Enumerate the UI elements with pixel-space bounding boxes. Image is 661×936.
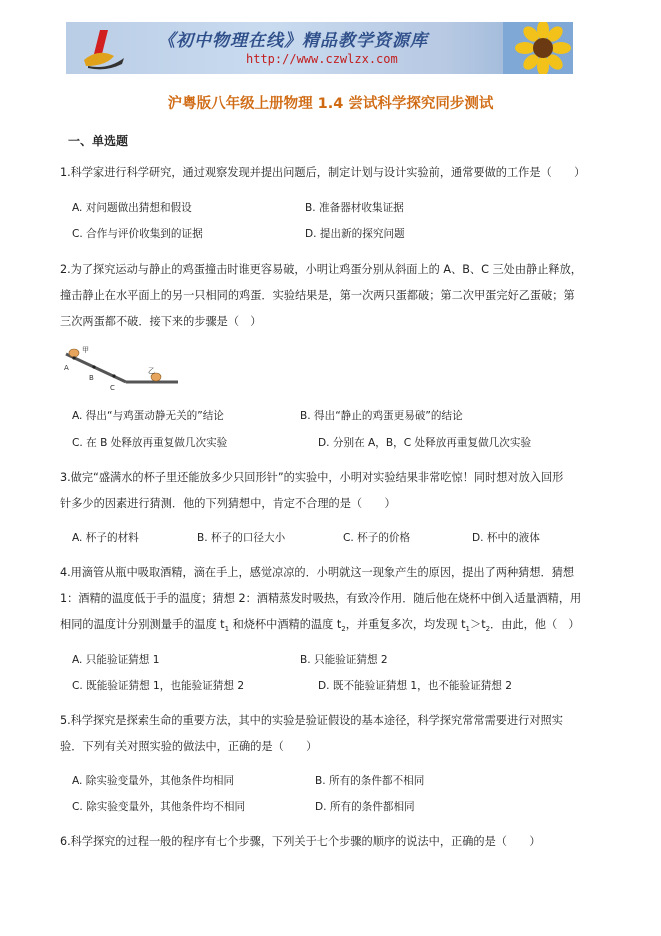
q5-option-b[interactable]: B. 所有的条件都不相同 <box>315 775 425 787</box>
q2-option-a[interactable]: A. 得出“与鸡蛋动静无关的”结论 <box>72 410 224 422</box>
q1-option-c[interactable]: C. 合作与评价收集到的证据 <box>72 228 203 240</box>
label-yi: 乙 <box>148 367 155 375</box>
egg-jia-icon <box>69 349 79 357</box>
q3-option-d[interactable]: D. 杯中的液体 <box>472 532 540 544</box>
q2-option-b[interactable]: B. 得出“静止的鸡蛋更易破”的结论 <box>300 410 463 422</box>
question-4-line-1: 4.用滴管从瓶中吸取酒精，滴在手上，感觉凉凉的．小明就这一现象产生的原因，提出了两种猜想．猜想 <box>60 566 575 579</box>
q1-option-a[interactable]: A. 对问题做出猜想和假设 <box>72 202 192 214</box>
q5-option-d[interactable]: D. 所有的条件都相同 <box>315 801 415 813</box>
question-4-line-2: 1：酒精的温度低于手的温度；猜想 2：酒精蒸发时吸热，有致冷作用．随后他在烧杯中倒入适量酒精，用 <box>60 592 582 605</box>
question-3-line-1: 3.做完“盛满水的杯子里还能放多少只回形针”的实验中，小明对实验结果非常吃惊！同时想对放入回形 <box>60 471 564 484</box>
header-banner <box>66 22 573 74</box>
q4-option-a[interactable]: A. 只能验证猜想 1 <box>72 654 160 666</box>
q4-option-b[interactable]: B. 只能验证猜想 2 <box>300 654 388 666</box>
q2-option-c[interactable]: C. 在 B 处释放再重复做几次实验 <box>72 437 228 449</box>
question-2-line-3: 三次两蛋都不破．接下来的步骤是（ ） <box>60 315 262 328</box>
q3-option-b[interactable]: B. 杯子的口径大小 <box>197 532 286 544</box>
q2-option-d[interactable]: D. 分别在 A，B，C 处释放再重复做几次实验 <box>318 437 532 449</box>
question-2-line-2: 撞击静止在水平面上的另一只相同的鸡蛋．实验结果是，第一次两只蛋都破；第二次甲蛋完好乙蛋破；第 <box>60 289 575 302</box>
q5-option-c[interactable]: C. 除实验变量外，其他条件均不相同 <box>72 801 246 813</box>
q4-option-c[interactable]: C. 既能验证猜想 1，也能验证猜想 2 <box>72 680 245 692</box>
question-3-line-2: 针多少的因素进行猜测．他的下列猜想中，肯定不合理的是（ ） <box>60 497 396 510</box>
label-a: A <box>64 364 69 372</box>
section-heading: 一、单选题 <box>68 134 129 148</box>
q3-option-a[interactable]: A. 杯子的材料 <box>72 532 139 544</box>
question-4-line-3: 相同的温度计分别测量手的温度 $t_1$ 和烧杯中酒精的温度 $t_2$，并重复多次，均发现 $t_1>t_2$．由此，他（ ） <box>60 618 580 634</box>
q4-option-d[interactable]: D. 既不能验证猜想 1，也不能验证猜想 2 <box>318 680 513 692</box>
q5-option-a[interactable]: A. 除实验变量外，其他条件均相同 <box>72 775 235 787</box>
sunflower-icon <box>503 22 573 74</box>
label-b: B <box>89 374 94 382</box>
page-title: 沪粤版八年级上册物理 1.4 尝试科学探究同步测试 <box>167 96 494 112</box>
question-5-line-1: 5.科学探究是探索生命的重要方法，其中的实验是验证假设的基本途径，科学探究常常需要进行对照实 <box>60 714 563 727</box>
banner-title: 《初中物理在线》精品教学资源库 <box>158 31 428 51</box>
banner-url: http://www.czwlzx.com <box>246 52 398 66</box>
question-1-line-1: 1.科学家进行科学研究，通过观察发现并提出问题后，制定计划与设计实验前，通常要做的工作是（ ） <box>60 166 586 179</box>
q3-option-c[interactable]: C. 杯子的价格 <box>343 532 411 544</box>
label-jia: 甲 <box>82 346 89 354</box>
question-6-line-1: 6.科学探究的过程一般的程序有七个步骤，下列关于七个步骤的顺序的说法中，正确的是（ ） <box>60 835 541 848</box>
q1-option-b[interactable]: B. 准备器材收集证据 <box>305 202 404 214</box>
ramp-figure <box>60 344 190 394</box>
site-logo-icon <box>78 26 130 70</box>
question-5-line-2: 验．下列有关对照实验的做法中，正确的是（ ） <box>60 740 318 753</box>
label-c: C <box>110 384 115 392</box>
question-2-line-1: 2.为了探究运动与静止的鸡蛋撞击时谁更容易破，小明让鸡蛋分别从斜面上的 A、B、C 三处由静止释放， <box>60 263 582 276</box>
q1-option-d[interactable]: D. 提出新的探究问题 <box>305 228 405 240</box>
